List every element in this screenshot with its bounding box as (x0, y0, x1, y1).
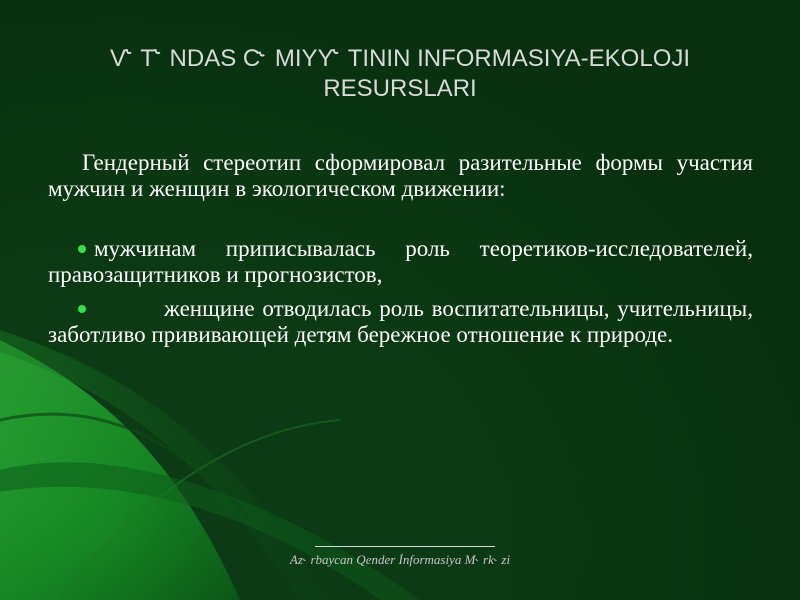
slide-body (48, 150, 753, 356)
bullet-text: женщине отводилась роль воспитательницы, учительницы, заботливо прививающей детям бережное отношение к природе. (48, 296, 753, 347)
bullet-item (48, 296, 753, 348)
bullet-item (48, 236, 753, 288)
bullet-text: мужчинам приписывалась роль теоретиков-исследователей, правозащитников и прогнозистов, (48, 236, 753, 287)
footer-caption: Az˞ rbaycan Qender İnformasiya M˞ rk˞ zi (289, 552, 511, 567)
bullet-dot-icon (78, 305, 86, 313)
slide-title: V˞ T˞ NDAS C˞ MIYY˞ TININ INFORMASIYA-EKOLOJI RESURSLARI (109, 45, 691, 102)
intro-paragraph: Гендерный стереотип сформировал разительные формы участия мужчин и женщин в экологическом движении: (48, 150, 753, 201)
bullet-list (48, 236, 753, 348)
footer-divider (315, 546, 495, 547)
bullet-dot-icon (78, 245, 86, 253)
